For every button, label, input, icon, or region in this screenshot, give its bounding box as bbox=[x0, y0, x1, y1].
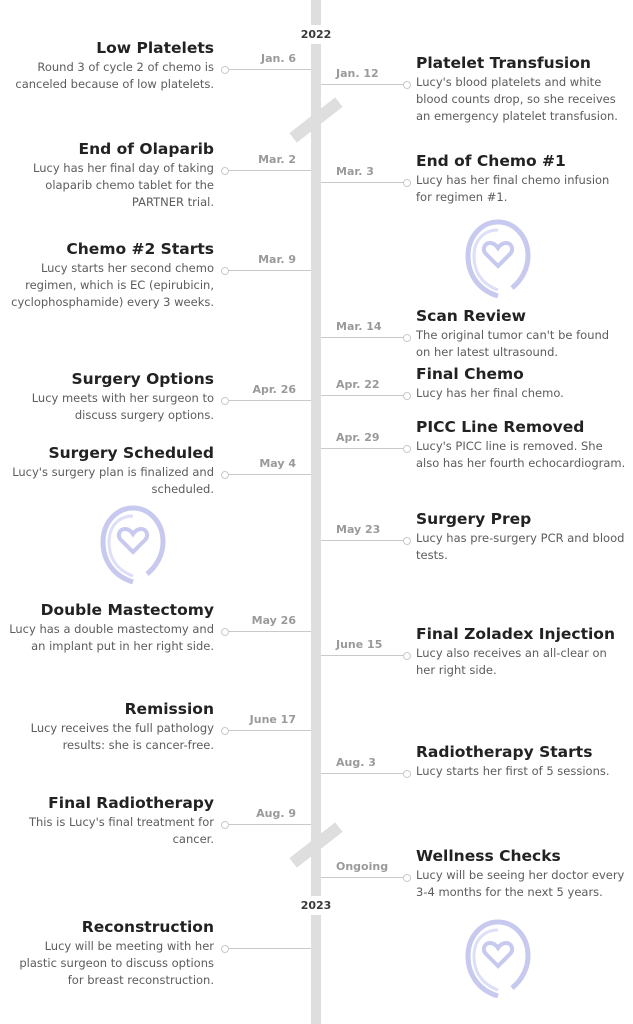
event-date: Aug. 3 bbox=[336, 756, 376, 769]
event-date: Mar. 3 bbox=[336, 165, 374, 178]
event-title: Final Chemo bbox=[416, 365, 524, 383]
event-connector bbox=[321, 448, 404, 449]
event-title: Remission bbox=[124, 700, 214, 718]
right-event bbox=[416, 53, 626, 125]
event-description: Lucy has pre-surgery PCR and blood tests. bbox=[416, 531, 625, 562]
event-title: Wellness Checks bbox=[416, 847, 561, 865]
event-description: Lucy's surgery plan is finalized and scheduled. bbox=[12, 465, 214, 496]
event-dot bbox=[221, 628, 229, 636]
event-title: Platelet Transfusion bbox=[416, 54, 591, 72]
event-connector bbox=[321, 84, 404, 85]
event-description: Round 3 of cycle 2 of chemo is canceled because of low platelets. bbox=[15, 60, 214, 91]
event-connector bbox=[321, 337, 404, 338]
event-date: May 23 bbox=[336, 523, 381, 536]
event-connector bbox=[228, 69, 311, 70]
event-title: Double Mastectomy bbox=[40, 601, 214, 619]
right-event bbox=[416, 364, 626, 402]
event-dot bbox=[221, 167, 229, 175]
event-connector bbox=[228, 948, 311, 949]
event-title: End of Chemo #1 bbox=[416, 152, 566, 170]
event-connector bbox=[321, 655, 404, 656]
event-connector bbox=[228, 400, 311, 401]
event-title: End of Olaparib bbox=[78, 140, 214, 158]
event-date: Ongoing bbox=[336, 860, 389, 873]
event-date: Jan. 12 bbox=[336, 67, 379, 80]
left-event bbox=[4, 699, 214, 754]
event-dot bbox=[403, 652, 411, 660]
left-event bbox=[4, 369, 214, 424]
left-event bbox=[4, 139, 214, 211]
event-date: Apr. 26 bbox=[252, 383, 296, 396]
event-description: Lucy starts her second chemo regimen, which is EC (epirubicin, cyclophosphamide) every 3 weeks. bbox=[11, 261, 214, 309]
event-description: Lucy has her final chemo. bbox=[416, 386, 564, 400]
left-event bbox=[4, 38, 214, 93]
event-connector bbox=[321, 395, 404, 396]
event-title: Low Platelets bbox=[96, 39, 214, 57]
event-title: Final Radiotherapy bbox=[48, 794, 214, 812]
event-description: Lucy also receives an all-clear on her right side. bbox=[416, 646, 607, 677]
event-title: PICC Line Removed bbox=[416, 418, 585, 436]
event-title: Reconstruction bbox=[81, 918, 214, 936]
event-date: Mar. 9 bbox=[258, 253, 296, 266]
right-event bbox=[416, 151, 626, 206]
event-date: May 4 bbox=[259, 457, 296, 470]
event-title: Chemo #2 Starts bbox=[66, 240, 214, 258]
event-connector bbox=[321, 182, 404, 183]
event-date: Aug. 9 bbox=[256, 807, 296, 820]
event-date: June 15 bbox=[336, 638, 383, 651]
event-description: Lucy receives the full pathology results: she is cancer-free. bbox=[30, 721, 214, 752]
right-event bbox=[416, 509, 626, 564]
event-dot bbox=[403, 334, 411, 342]
event-description: Lucy starts her first of 5 sessions. bbox=[416, 764, 610, 778]
right-event bbox=[416, 846, 626, 901]
event-date: Mar. 2 bbox=[258, 153, 296, 166]
event-dot bbox=[403, 179, 411, 187]
event-connector bbox=[321, 773, 404, 774]
event-dot bbox=[403, 392, 411, 400]
left-event bbox=[4, 917, 214, 989]
event-connector bbox=[228, 170, 311, 171]
year-label: 2023 bbox=[285, 896, 347, 915]
event-title: Final Zoladex Injection bbox=[416, 625, 615, 643]
event-connector bbox=[228, 474, 311, 475]
event-connector bbox=[228, 631, 311, 632]
event-dot bbox=[221, 267, 229, 275]
left-event bbox=[4, 793, 214, 848]
event-title: Surgery Prep bbox=[416, 510, 532, 528]
event-date: Jan. 6 bbox=[260, 52, 296, 65]
event-dot bbox=[221, 397, 229, 405]
right-event bbox=[416, 417, 626, 472]
event-title: Scan Review bbox=[416, 307, 526, 325]
right-event bbox=[416, 742, 626, 780]
event-description: Lucy will be meeting with her plastic surgeon to discuss options for breast reconstruction. bbox=[19, 939, 214, 987]
heart-speech-bubble-logo-3 bbox=[464, 918, 532, 998]
event-dot bbox=[403, 537, 411, 545]
event-description: Lucy has a double mastectomy and an implant put in her right side. bbox=[9, 622, 214, 653]
event-description: Lucy meets with her surgeon to discuss surgery options. bbox=[31, 391, 214, 422]
left-event bbox=[4, 600, 214, 655]
event-description: Lucy's PICC line is removed. She also has her fourth echocardiogram. bbox=[416, 439, 626, 470]
right-event bbox=[416, 624, 626, 679]
event-connector bbox=[321, 877, 404, 878]
event-connector bbox=[321, 540, 404, 541]
event-dot bbox=[221, 471, 229, 479]
event-date: Apr. 29 bbox=[336, 431, 380, 444]
timeline-axis bbox=[311, 0, 321, 1024]
left-event bbox=[4, 239, 214, 311]
event-dot bbox=[221, 821, 229, 829]
event-dot bbox=[221, 66, 229, 74]
event-title: Surgery Options bbox=[71, 370, 214, 388]
event-description: Lucy has her final day of taking olaparib chemo tablet for the PARTNER trial. bbox=[33, 161, 214, 209]
event-description: Lucy's blood platelets and white blood counts drop, so she receives an emergency platelet transfusion. bbox=[416, 75, 618, 123]
event-date: Apr. 22 bbox=[336, 378, 380, 391]
event-date: Mar. 14 bbox=[336, 320, 382, 333]
event-dot bbox=[403, 81, 411, 89]
event-description: The original tumor can't be found on her latest ultrasound. bbox=[416, 328, 610, 359]
event-dot bbox=[221, 727, 229, 735]
event-dot bbox=[403, 445, 411, 453]
event-date: May 26 bbox=[251, 614, 296, 627]
event-date: June 17 bbox=[249, 713, 296, 726]
event-description: Lucy will be seeing her doctor every 3-4 months for the next 5 years. bbox=[416, 868, 625, 899]
left-event bbox=[4, 443, 214, 498]
event-dot bbox=[221, 945, 229, 953]
event-title: Radiotherapy Starts bbox=[416, 743, 593, 761]
heart-speech-bubble-logo-1 bbox=[464, 218, 532, 298]
event-title: Surgery Scheduled bbox=[48, 444, 214, 462]
event-description: This is Lucy's final treatment for cancer. bbox=[28, 815, 214, 846]
event-dot bbox=[403, 874, 411, 882]
event-description: Lucy has her final chemo infusion for regimen #1. bbox=[416, 173, 610, 204]
right-event bbox=[416, 306, 626, 361]
event-connector bbox=[228, 824, 311, 825]
heart-speech-bubble-logo-2 bbox=[99, 504, 167, 584]
event-connector bbox=[228, 270, 311, 271]
event-dot bbox=[403, 770, 411, 778]
event-connector bbox=[228, 730, 311, 731]
year-label: 2022 bbox=[285, 25, 347, 44]
